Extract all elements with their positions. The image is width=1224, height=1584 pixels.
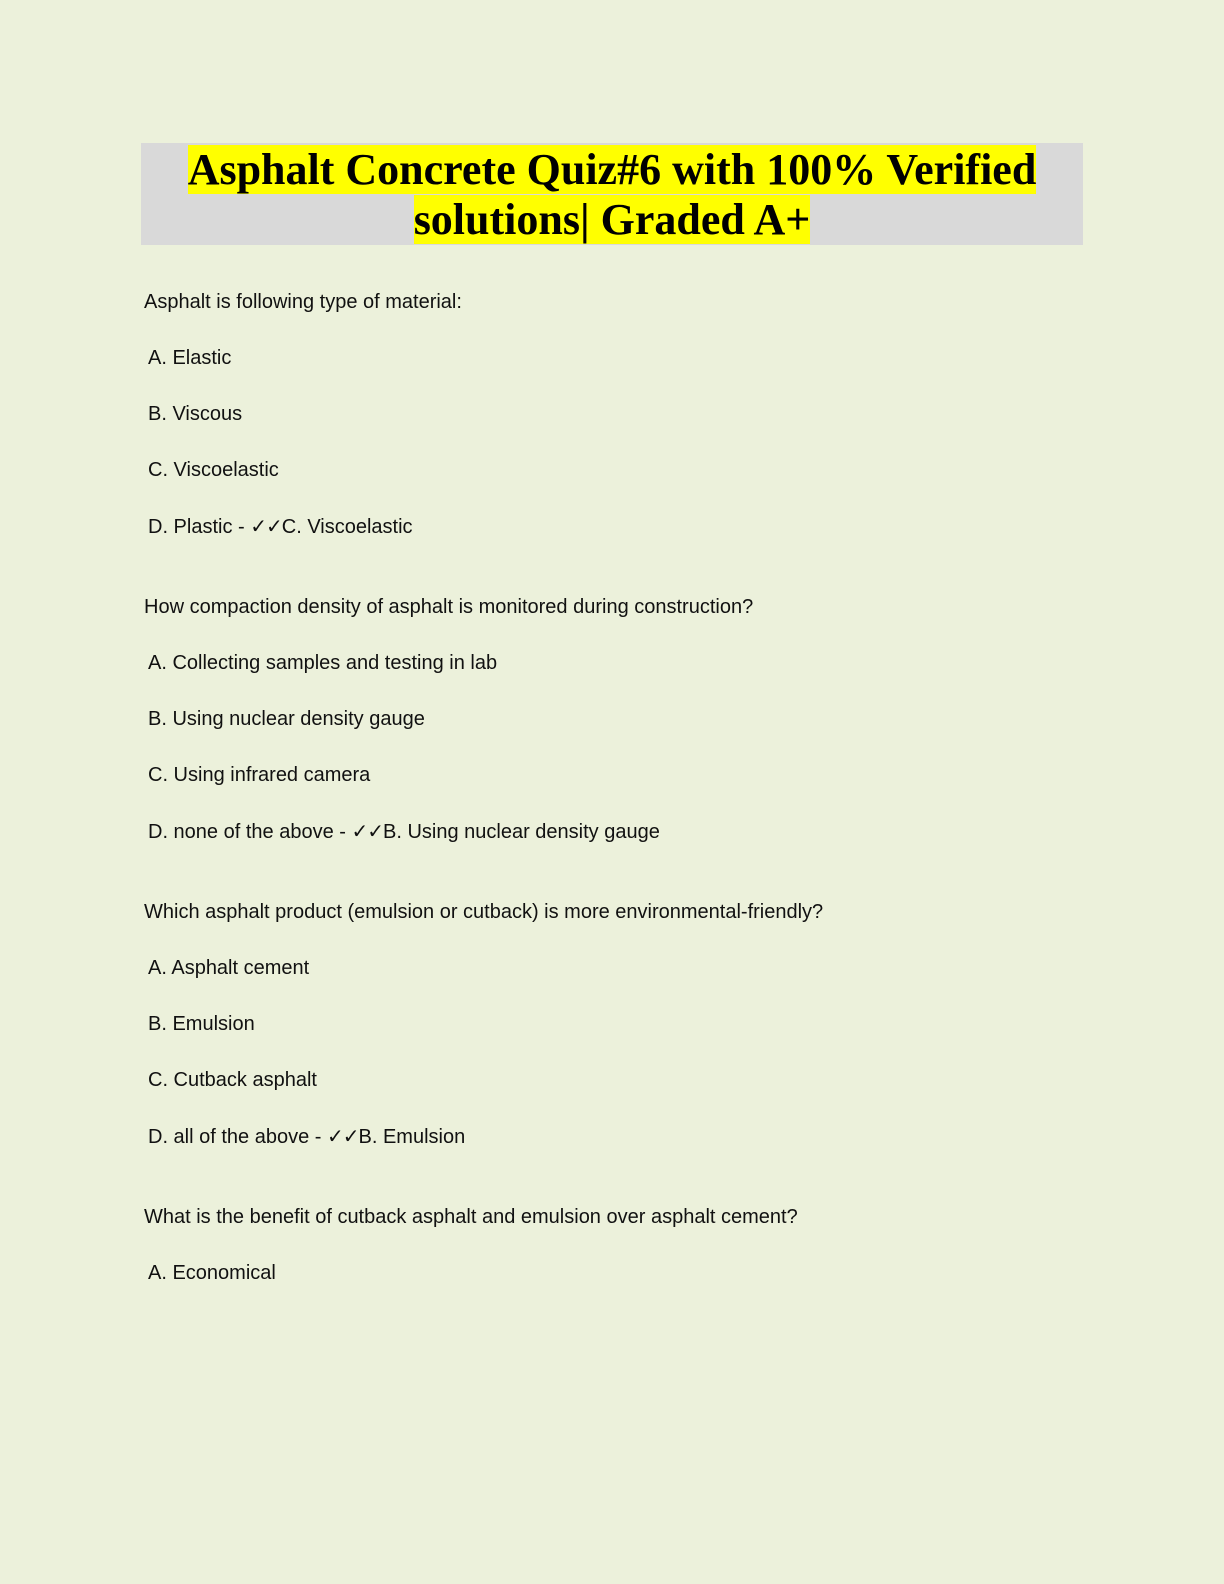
double-check-icon: ✓✓ bbox=[326, 1124, 359, 1148]
option-d-with-answer bbox=[148, 817, 1084, 846]
option-d: D. Plastic - bbox=[148, 516, 251, 538]
question-text: What is the benefit of cutback asphalt and emulsion over asphalt cement? bbox=[144, 1206, 798, 1228]
option-a: A. Asphalt cement bbox=[148, 957, 310, 979]
question-text: Which asphalt product (emulsion or cutback) is more environmental-friendly? bbox=[144, 901, 824, 923]
quiz-content bbox=[144, 288, 1084, 1339]
double-check-icon: ✓✓ bbox=[250, 514, 282, 538]
question-text: How compaction density of asphalt is monitored during construction? bbox=[144, 596, 754, 618]
question-block-1 bbox=[144, 288, 1084, 541]
question-block-2 bbox=[144, 593, 1084, 846]
title-banner bbox=[141, 143, 1083, 245]
option-c: C. Using infrared camera bbox=[148, 764, 371, 786]
option-d: D. all of the above - bbox=[148, 1126, 327, 1148]
option-d: D. none of the above - bbox=[148, 821, 352, 843]
option-d-with-answer bbox=[148, 512, 1084, 541]
correct-answer: B. Emulsion bbox=[358, 1126, 466, 1148]
option-b: B. Viscous bbox=[148, 403, 243, 425]
option-a: A. Economical bbox=[148, 1262, 276, 1284]
double-check-icon: ✓✓ bbox=[351, 819, 383, 843]
question-block-4 bbox=[144, 1203, 1084, 1287]
option-c: C. Viscoelastic bbox=[148, 459, 279, 481]
correct-answer: C. Viscoelastic bbox=[281, 516, 413, 538]
option-b: B. Using nuclear density gauge bbox=[148, 708, 425, 730]
page-title: Asphalt Concrete Quiz#6 with 100% Verified solutions| Graded A+ bbox=[187, 145, 1037, 244]
option-c: C. Cutback asphalt bbox=[148, 1069, 317, 1091]
question-block-3 bbox=[144, 898, 1084, 1151]
question-text: Asphalt is following type of material: bbox=[144, 291, 462, 313]
option-a: A. Collecting samples and testing in lab bbox=[148, 652, 498, 674]
correct-answer: B. Using nuclear density gauge bbox=[382, 821, 660, 843]
option-b: B. Emulsion bbox=[148, 1013, 255, 1035]
option-d-with-answer bbox=[148, 1122, 1084, 1151]
option-a: A. Elastic bbox=[148, 347, 232, 369]
